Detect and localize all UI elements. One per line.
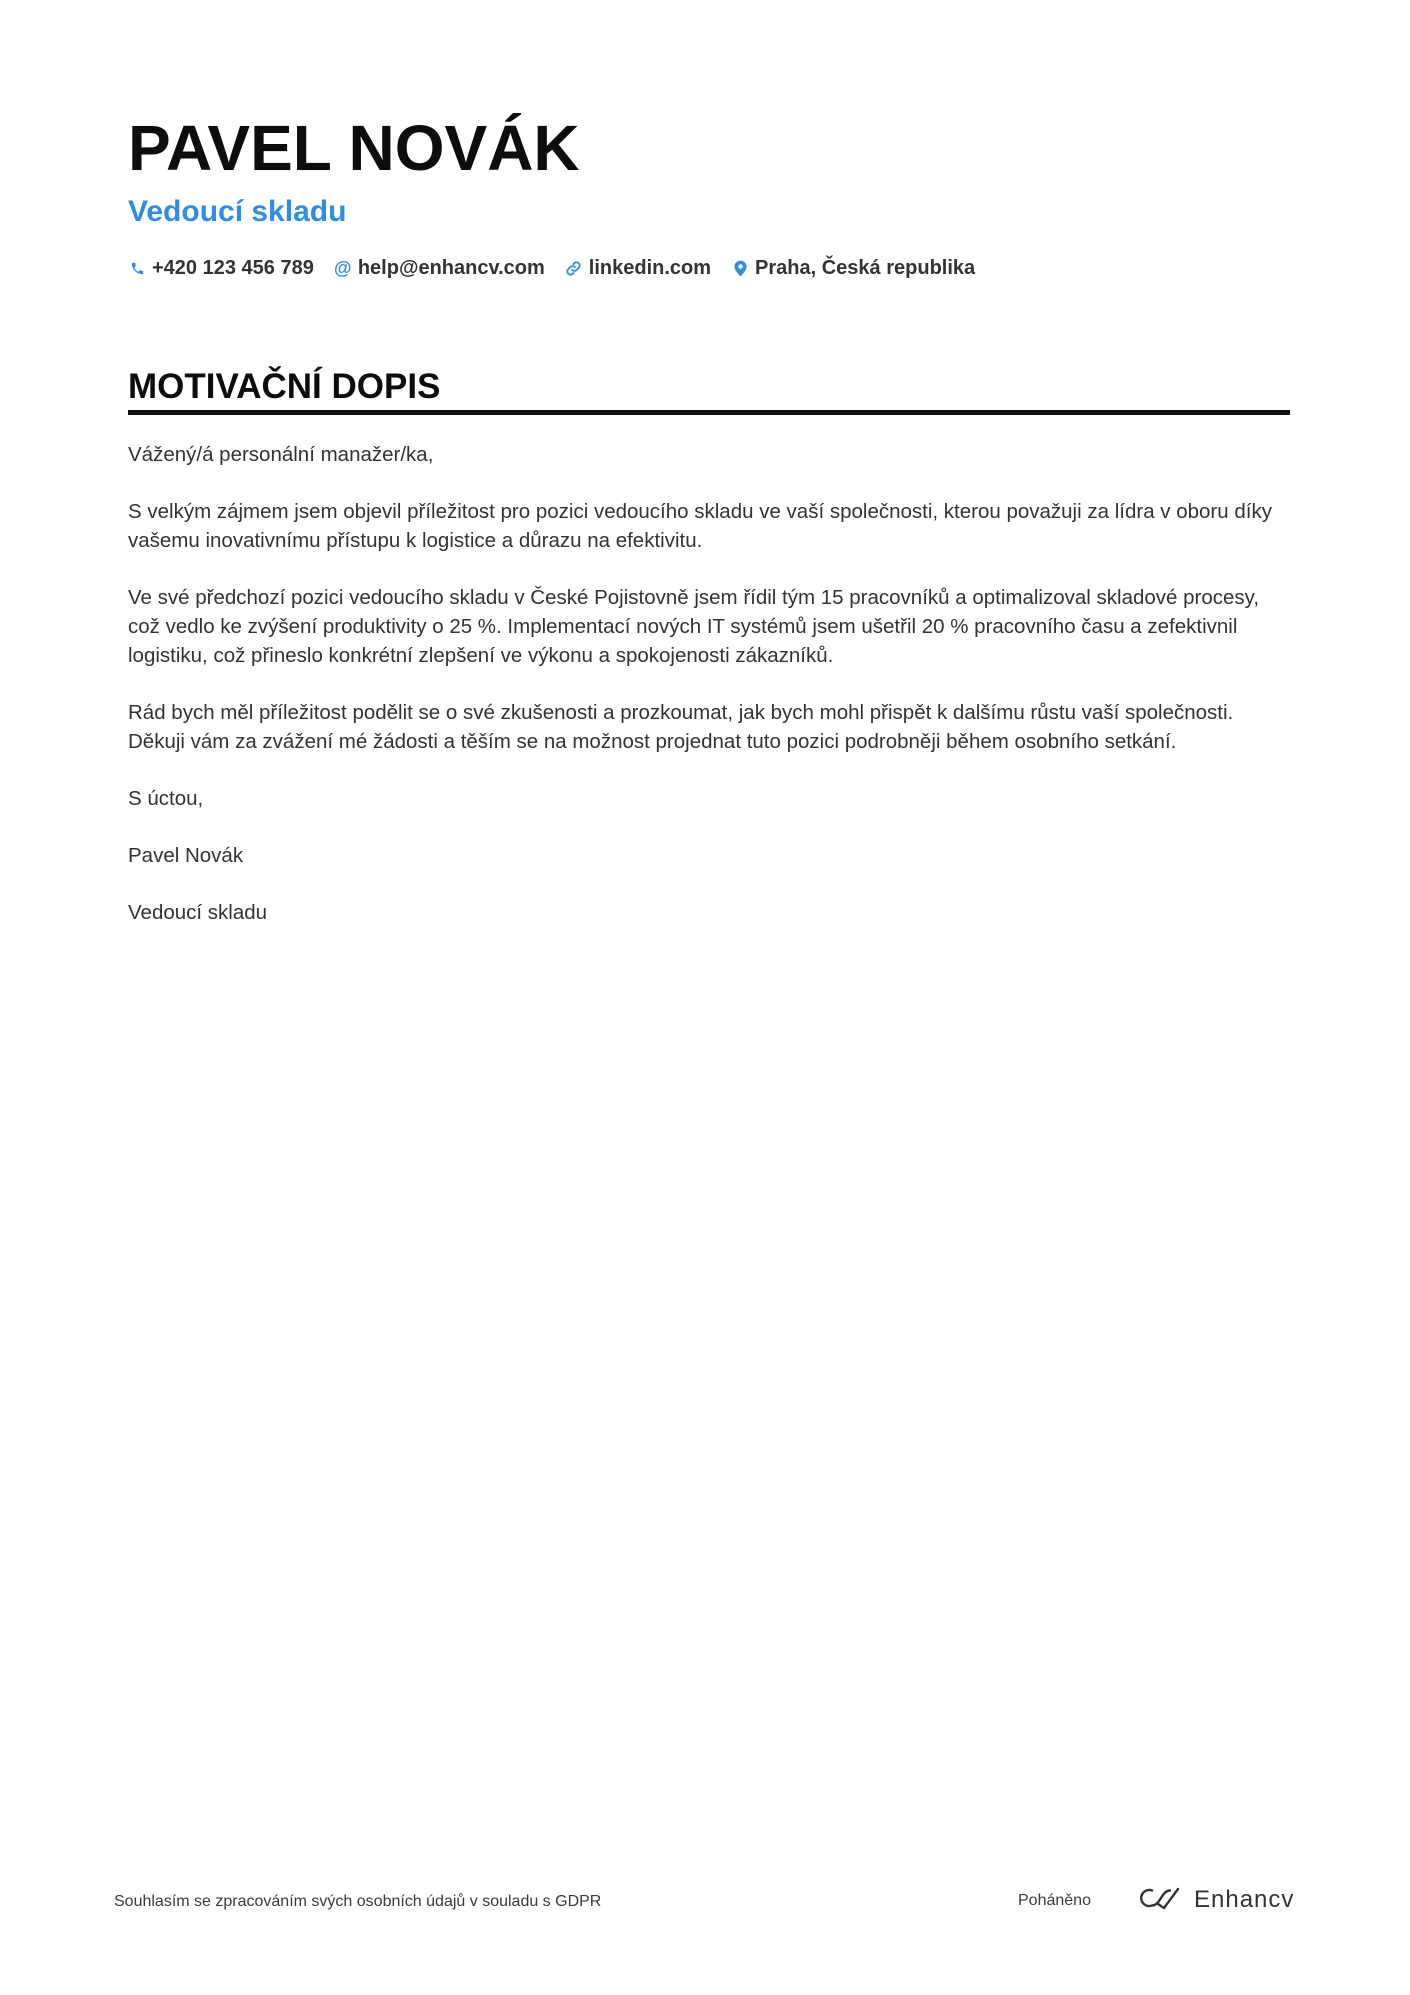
signature-title: Vedoucí skladu <box>128 901 268 924</box>
section-title: MOTIVAČNÍ DOPIS <box>128 367 441 406</box>
contact-email[interactable] <box>334 257 545 280</box>
contact-location-text: Praha, Česká republika <box>755 256 976 279</box>
contact-link-text[interactable]: linkedin.com <box>588 256 712 279</box>
letter-paragraph: S velkým zájmem jsem objevil příležitost pro pozici vedoucího skladu ve vaší společnosti, kterou považuji za lídra v oboru díky vašemu inovativnímu přístupu k logistice a důrazu na efektivitu. <box>128 500 1272 552</box>
enhancv-logo-icon <box>1138 1885 1184 1916</box>
letter-greeting: Vážený/á personální manažer/ka, <box>128 443 434 466</box>
at-icon: @ <box>334 257 352 278</box>
contact-phone-text: +420 123 456 789 <box>152 256 314 279</box>
contact-phone <box>128 257 314 280</box>
letter-closing: S úctou, <box>128 787 204 810</box>
powered-by-label: Poháněno <box>1018 1892 1091 1909</box>
letter-body <box>128 440 1290 955</box>
contact-email-text[interactable]: help@enhancv.com <box>357 256 545 279</box>
candidate-job-title: Vedoucí skladu <box>128 195 347 228</box>
signature-name: Pavel Novák <box>128 844 244 867</box>
candidate-name: PAVEL NOVÁK <box>128 112 580 184</box>
contact-bar <box>128 252 995 284</box>
letter-paragraph: Ve své předchozí pozici vedoucího skladu v České Pojistovně jsem řídil tým 15 pracovníků a optimalizoval skladové procesy, což vedlo ke zvýšení produktivity o 25 %. Implementací nových IT systémů jsem ušetřil 20 % pracovního času a zefektivnil logistiku, což přineslo konkrétní zlepšení ve výkonu a spokojenosti zákazníků. <box>128 586 1260 667</box>
phone-icon <box>128 259 146 277</box>
section-divider <box>128 410 1290 415</box>
gdpr-consent-text: Souhlasím se zpracováním svých osobních údajů v souladu s GDPR <box>114 1893 602 1910</box>
contact-link[interactable] <box>565 257 711 280</box>
enhancv-logo[interactable] <box>1138 1882 1294 1918</box>
letter-paragraph: Rád bych měl příležitost podělit se o své zkušenosti a prozkoumat, jak bych mohl přispět k dalšímu růstu vaší společnosti. Děkuji vám za zvážení mé žádosti a těším se na možnost projednat tuto pozici podrobněji během osobního setkání. <box>128 701 1234 753</box>
enhancv-logo-text: Enhancv <box>1194 1886 1295 1913</box>
link-icon <box>565 259 583 277</box>
location-pin-icon <box>731 259 749 277</box>
contact-location <box>731 257 975 280</box>
